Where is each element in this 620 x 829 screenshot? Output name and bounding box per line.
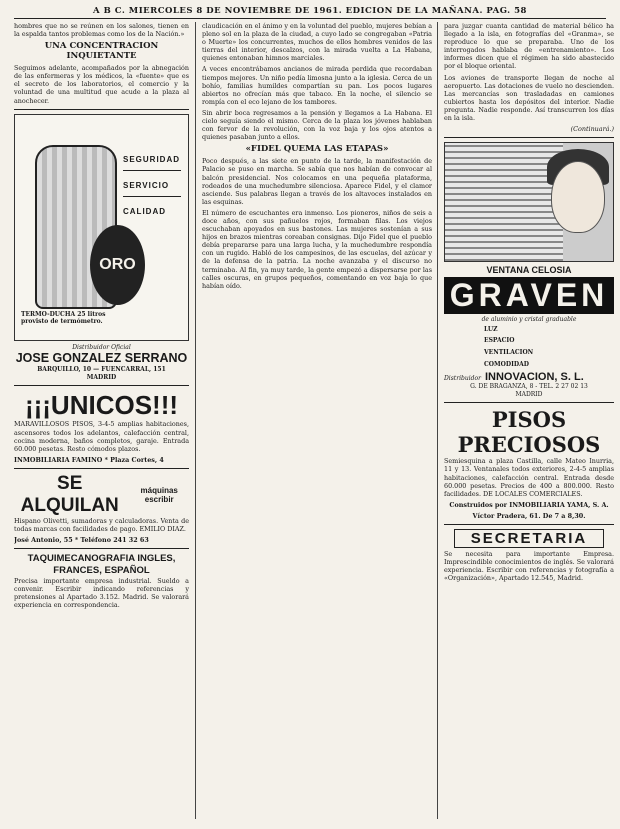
distributor-name: JOSE GONZALEZ SERRANO	[15, 351, 188, 366]
ad-paragraph: Hispano Olivetti, sumadoras y calculadoras. Venta de todas marcas con facilidades de pago. EMILIO DIAZ.	[14, 516, 189, 533]
product-caption: TERMO-DUCHA 25 litros provisto de termómetro.	[21, 310, 106, 326]
feature-label: COMODIDAD	[484, 360, 529, 368]
window-photo	[444, 142, 614, 262]
column-left	[14, 22, 189, 819]
article-paragraph: Poco después, a las siete en punto de la tarde, la manifestación de Palacio se puso en marcha. Se sabía que nos habían de convocar al balcón presidencial. Nos colocamos en una pequeña plataforma, rodeados de una muchedumbre silenciosa. Aparece Fidel, y el clamor asciende. Sus palabras llegan a través de los altavoces instalados en las esquinas.	[202, 157, 432, 206]
divider	[444, 402, 614, 403]
ad-subtitle: de aluminio y cristal graduable	[481, 316, 577, 324]
feature-label: LUZ	[484, 325, 498, 333]
divider	[123, 170, 181, 171]
column-center	[195, 22, 432, 819]
alquilan-subhead: máquinas escribir	[140, 485, 178, 504]
divider	[444, 137, 614, 138]
ad-paragraph: Semiesquina a plaza Castilla, calle Mateo Inurria, 11 y 13. Ventanales todos exteriores, 2-4-5 amplias habitaciones, calefacción central. Entrada desde 60.000 pesetas. Precios de 400 a 800.000. Resto facilidades. DE LOCALES COMERCIALES.	[444, 457, 614, 498]
article-paragraph: Seguimos adelante, acompañados por la abnegación de las enfermeras y los médicos, la «fuente» que es el secreto de los laboratorios, el comercio y la voluntad de una multitud que acude a la plaza al anochecer.	[14, 64, 189, 105]
continued-note: (Continuará.)	[570, 125, 614, 134]
unicos-headline: ¡¡¡UNICOS!!!	[24, 390, 179, 421]
distributor-address: BARQUILLO, 10 — FUENCARRAL, 151	[37, 366, 166, 374]
ad-contact: José Antonio, 55 * Teléfono 241 32 63	[14, 536, 149, 545]
woman-face-image	[551, 161, 605, 233]
divider	[123, 196, 181, 197]
ad-paragraph: Precisa importante empresa industrial. Sueldo a convenir. Escribir indicando referencias y pretensiones al Apartado 3.152. Madrid. Se valorará experiencia en correspondencia.	[14, 577, 189, 610]
article-continuation: hombres que no se reúnen en los salones, tienen en la espalda tantos problemas como los de la Nación.»	[14, 22, 189, 39]
alquilan-headline: SE ALQUILAN	[20, 472, 119, 516]
brand-logo: GRAVEN	[444, 277, 614, 314]
ad-builder: Construidos por INMOBILIARIA YAMA, S. A.	[449, 500, 609, 509]
article-paragraph: A veces encontrábamos ancianos de mirada perdida que recordaban tiempos mejores. Un niño pedía limosna junto a la iglesia. Cerca de un bohío, familias humildes compartían su pan. Los pocos lugares abiertos no ofrecían más que tabaco. En la noche, el silencio se rompía con el eco lejano de los tambores.	[202, 65, 432, 106]
article-paragraph: El número de escuchantes era inmenso. Los pioneros, niños de seis a doce años, con sus pañuelos rojos, formaban filas. Los viejos escuchaban apoyados en sus bastones. Las mujeres sostenían a sus hijos en brazos mientras coreaban consignas. Dijo Fidel que el pueblo debía prepararse para una larga lucha, y la muchedumbre respondía con un rugido. Habló de los campesinos, de las escuelas, del azúcar y de la defensa de la patria. La noche avanzaba y el discurso no terminaba. Al fin, ya muy tarde, la gente empezó a dispersarse por las calles oscuras, en grupos pequeños, comentando en voz baja lo que habían oído.	[202, 208, 432, 290]
distributor-address: G. DE BRAGANZA, 8 - TEL. 2 27 02 13	[470, 383, 588, 391]
article-paragraph: Los aviones de transporte llegan de noche al aeropuerto. Las dotaciones de vuelo no descienden. Las mercancías son trasladadas en camiones cubiertos hasta los depósitos del interior. Nadie pregunta. Nadie responde. Así transcurren los días en la isla.	[444, 73, 614, 123]
article-paragraph: Sin abrir boca regresamos a la pensión y llegamos a La Habana. El cielo seguía siendo el mismo. Cerca de la plaza los jóvenes hablaban con fervor de la revolución, con la voz baja y los ojos atentos a quienes pasaban junto a ellos.	[202, 108, 432, 142]
distributor-name: INNOVACION, S. L.	[484, 371, 584, 384]
pisos-headline: PISOS PRECIOSOS	[457, 407, 601, 458]
feature-label: VENTILACION	[484, 349, 534, 356]
ad-paragraph: MARAVILLOSOS PISOS, 3-4-5 amplias habitaciones, ascensores todos los adelantos, calefacción central, cocina moderna, baños completos, garaje. Entrada 60.000 pesetas. Resto cómodos plazos.	[14, 420, 189, 453]
divider	[14, 385, 189, 386]
article-subheading: «FIDEL QUEMA LAS ETAPAS»	[245, 144, 389, 155]
brand-logo: ORO	[90, 225, 145, 305]
article-paragraph: para juzgar cuanta cantidad de material bélico ha llegado a la isla, en fotografías del «Granma», se reproduce lo que se preparaba. Uno de los interrogados hablaba de «entrenamiento». Los informes dicen que el régimen ha sido abastecido por el bloque oriental.	[444, 22, 614, 71]
boiler-ad	[14, 114, 189, 341]
column-right	[437, 22, 614, 819]
blinds-image	[445, 143, 563, 261]
distributor-city: MADRID	[515, 390, 543, 398]
feature-label: SERVICIO	[123, 180, 170, 190]
article-heading: UNA CONCENTRACION INQUIETANTE	[44, 41, 159, 62]
feature-label: SEGURIDAD	[123, 154, 181, 164]
ad-contact: INMOBILIARIA FAMINO * Plaza Cortes, 4	[14, 455, 164, 464]
taqui-headline: TAQUIMECANOGRAFIA INGLES, FRANCES, ESPAÑOL	[27, 553, 176, 577]
distributor-city: MADRID	[86, 373, 117, 381]
distributor-label: Distribuidor Oficial	[72, 343, 131, 351]
divider	[14, 548, 189, 549]
ad-contact: Víctor Pradera, 61. De 7 a 8,30.	[472, 511, 586, 520]
distributor-label: Distribuidor	[444, 375, 481, 383]
divider	[14, 468, 189, 469]
divider	[14, 109, 189, 110]
feature-label: ESPACIO	[484, 337, 515, 345]
page-header: A B C. MIERCOLES 8 DE NOVIEMBRE DE 1961. EDICION DE LA MAÑANA. PAG. 58	[14, 4, 606, 19]
article-paragraph: claudicación en el ánimo y en la voluntad del pueblo, mujeres bebían a pleno sol en la plaza de la ciudad, a cuyo lado se congregaban «Patria o Muerte» los concurrentes, muchos de ellos hombres venidos de las tierras del interior, descalzos, con la mirada vuelta a La Habana, quienes entonaban himnos marciales.	[202, 22, 432, 63]
feature-label: CALIDAD	[123, 206, 166, 216]
ad-paragraph: Se necesita para importante Empresa. Imprescindible conocimientos de inglés. Se valorará experiencia. Escribir con referencias y fotografía a «Organización», Apartado 12.545, Madrid.	[444, 550, 614, 583]
secretaria-headline: SECRETARIA	[454, 529, 604, 548]
ad-title: VENTANA CELOSIA	[486, 265, 572, 276]
divider	[444, 524, 614, 525]
